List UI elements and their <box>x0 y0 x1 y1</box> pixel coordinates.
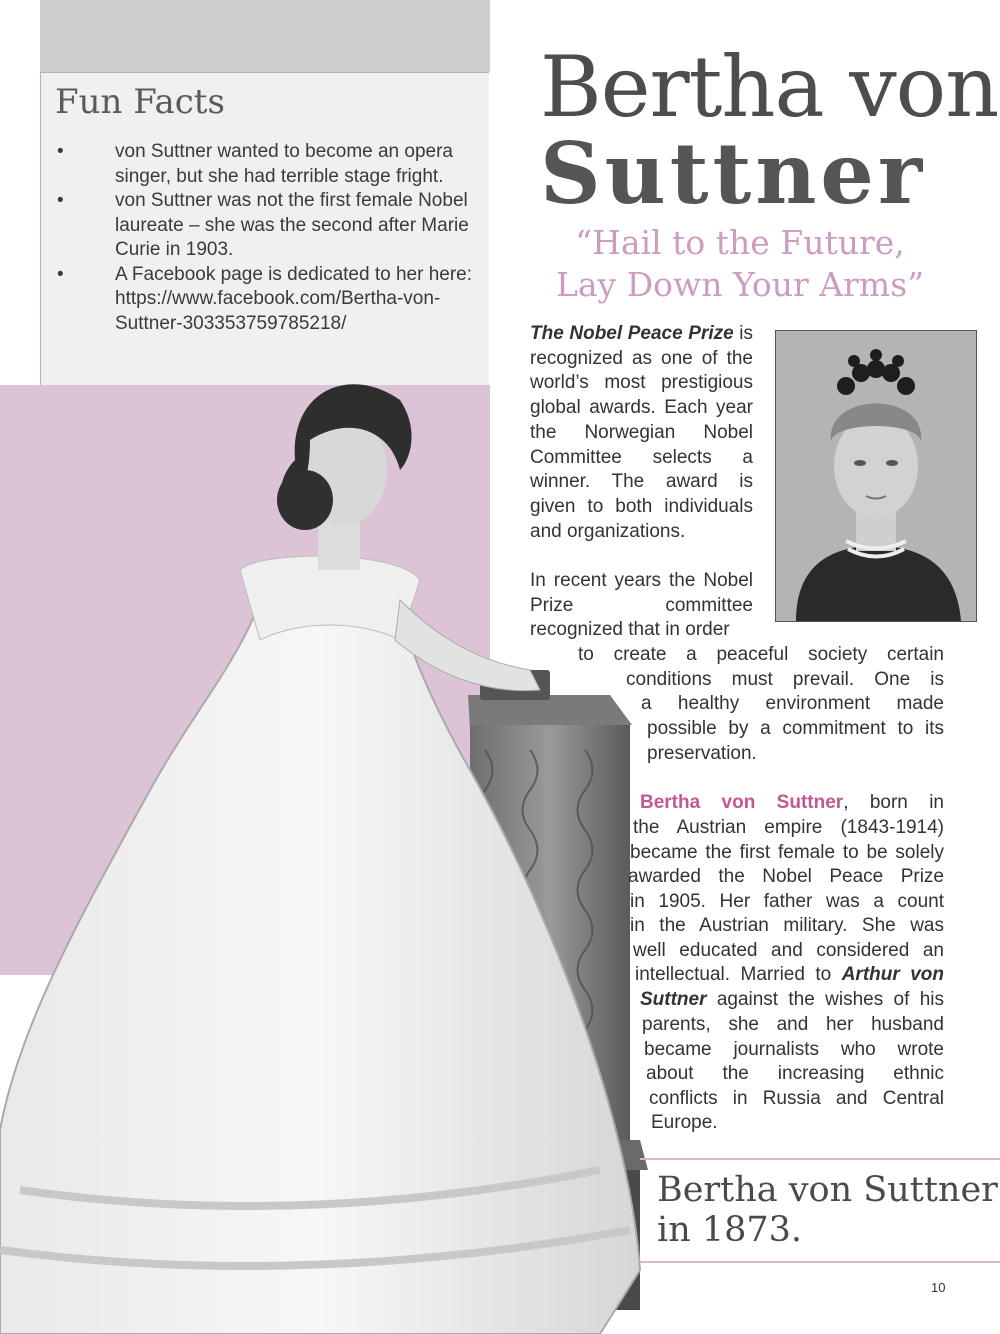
para3-line: intellectual. Married to Arthur von <box>635 964 944 985</box>
para3-line: awarded the Nobel Peace Prize <box>628 866 944 887</box>
para2-line: a healthy environment made <box>641 693 944 714</box>
para2-line: possible by a commitment to its <box>647 718 944 739</box>
para2-line: conditions must prevail. One is <box>626 669 944 690</box>
list-item: • von Suttner wanted to become an opera singer, but she had terrible stage fright. <box>57 141 454 187</box>
arthur-name-emphasis: Arthur von <box>841 964 944 985</box>
bullet-icon: • <box>57 263 64 285</box>
para3-line: about the increasing ethnic <box>646 1063 944 1084</box>
bertha-name-highlight: Bertha von Suttner <box>640 792 844 813</box>
gray-header-block <box>40 0 490 72</box>
arthur-name-emphasis: Suttner <box>640 989 707 1010</box>
para3-line: became the first female to be solely <box>630 842 944 863</box>
photo-caption <box>657 1170 998 1250</box>
bullet-icon: • <box>57 190 64 211</box>
bullet-icon: • <box>57 141 64 162</box>
title-line-2: Suttner <box>540 124 927 223</box>
facebook-link[interactable]: A Facebook page is dedicated to her here: https://www.facebook.com/Bertha-von-Suttner-303353759785218/ <box>115 263 473 334</box>
para3-line: Europe. <box>651 1112 718 1133</box>
head <box>277 384 412 570</box>
list-item <box>55 263 475 337</box>
intro-paragraph: The Nobel Peace Prize is recognized as one of the world’s most prestigious global awards. Each year the Norwegian Nobel Committee selects a winner. The award is given to both individuals and organizations. <box>530 323 753 542</box>
fun-facts-list <box>55 140 475 336</box>
caption-divider-top <box>640 1158 1000 1160</box>
fun-facts-title: Fun Facts <box>55 82 225 122</box>
quote <box>540 222 940 306</box>
para2-line: preservation. <box>647 743 757 764</box>
title-line-1: Bertha von <box>540 38 999 136</box>
para3-line: in 1905. Her father was a count <box>630 891 944 912</box>
caption-line-1: Bertha von Suttner <box>657 1170 998 1210</box>
list-item: • von Suttner was not the first female Nobel laureate – she was the second after Marie Curie in 1903. <box>57 190 469 260</box>
page-number: 10 <box>931 1280 946 1295</box>
portrait-illustration <box>776 331 976 621</box>
para3-line: Suttner against the wishes of his <box>640 989 944 1010</box>
quote-line-1: “Hail to the Future, <box>575 223 905 262</box>
para2-line: to create a peaceful society certain <box>578 644 944 665</box>
para3-line: Bertha von Suttner, born in <box>640 792 944 813</box>
para3-line: conflicts in Russia and Central <box>649 1088 944 1109</box>
para3-line: parents, she and her husband <box>642 1014 944 1035</box>
quote-line-2: Lay Down Your Arms” <box>555 265 925 304</box>
para3-line: in the Austrian military. She was <box>630 915 944 936</box>
para3-line: became journalists who wrote <box>644 1039 944 1060</box>
para3-line: well educated and considered an <box>633 940 944 961</box>
caption-line-2: in 1873. <box>657 1210 803 1250</box>
bertha-von-suttner-portrait-photo <box>775 330 977 622</box>
nobel-peace-prize-emphasis: The Nobel Peace Prize <box>530 323 734 344</box>
para3-line: the Austrian empire (1843-1914) <box>633 817 944 838</box>
para2-narrow: In recent years the Nobel Prize committee recognized that in order <box>530 570 753 641</box>
caption-divider-bottom <box>640 1261 1000 1263</box>
